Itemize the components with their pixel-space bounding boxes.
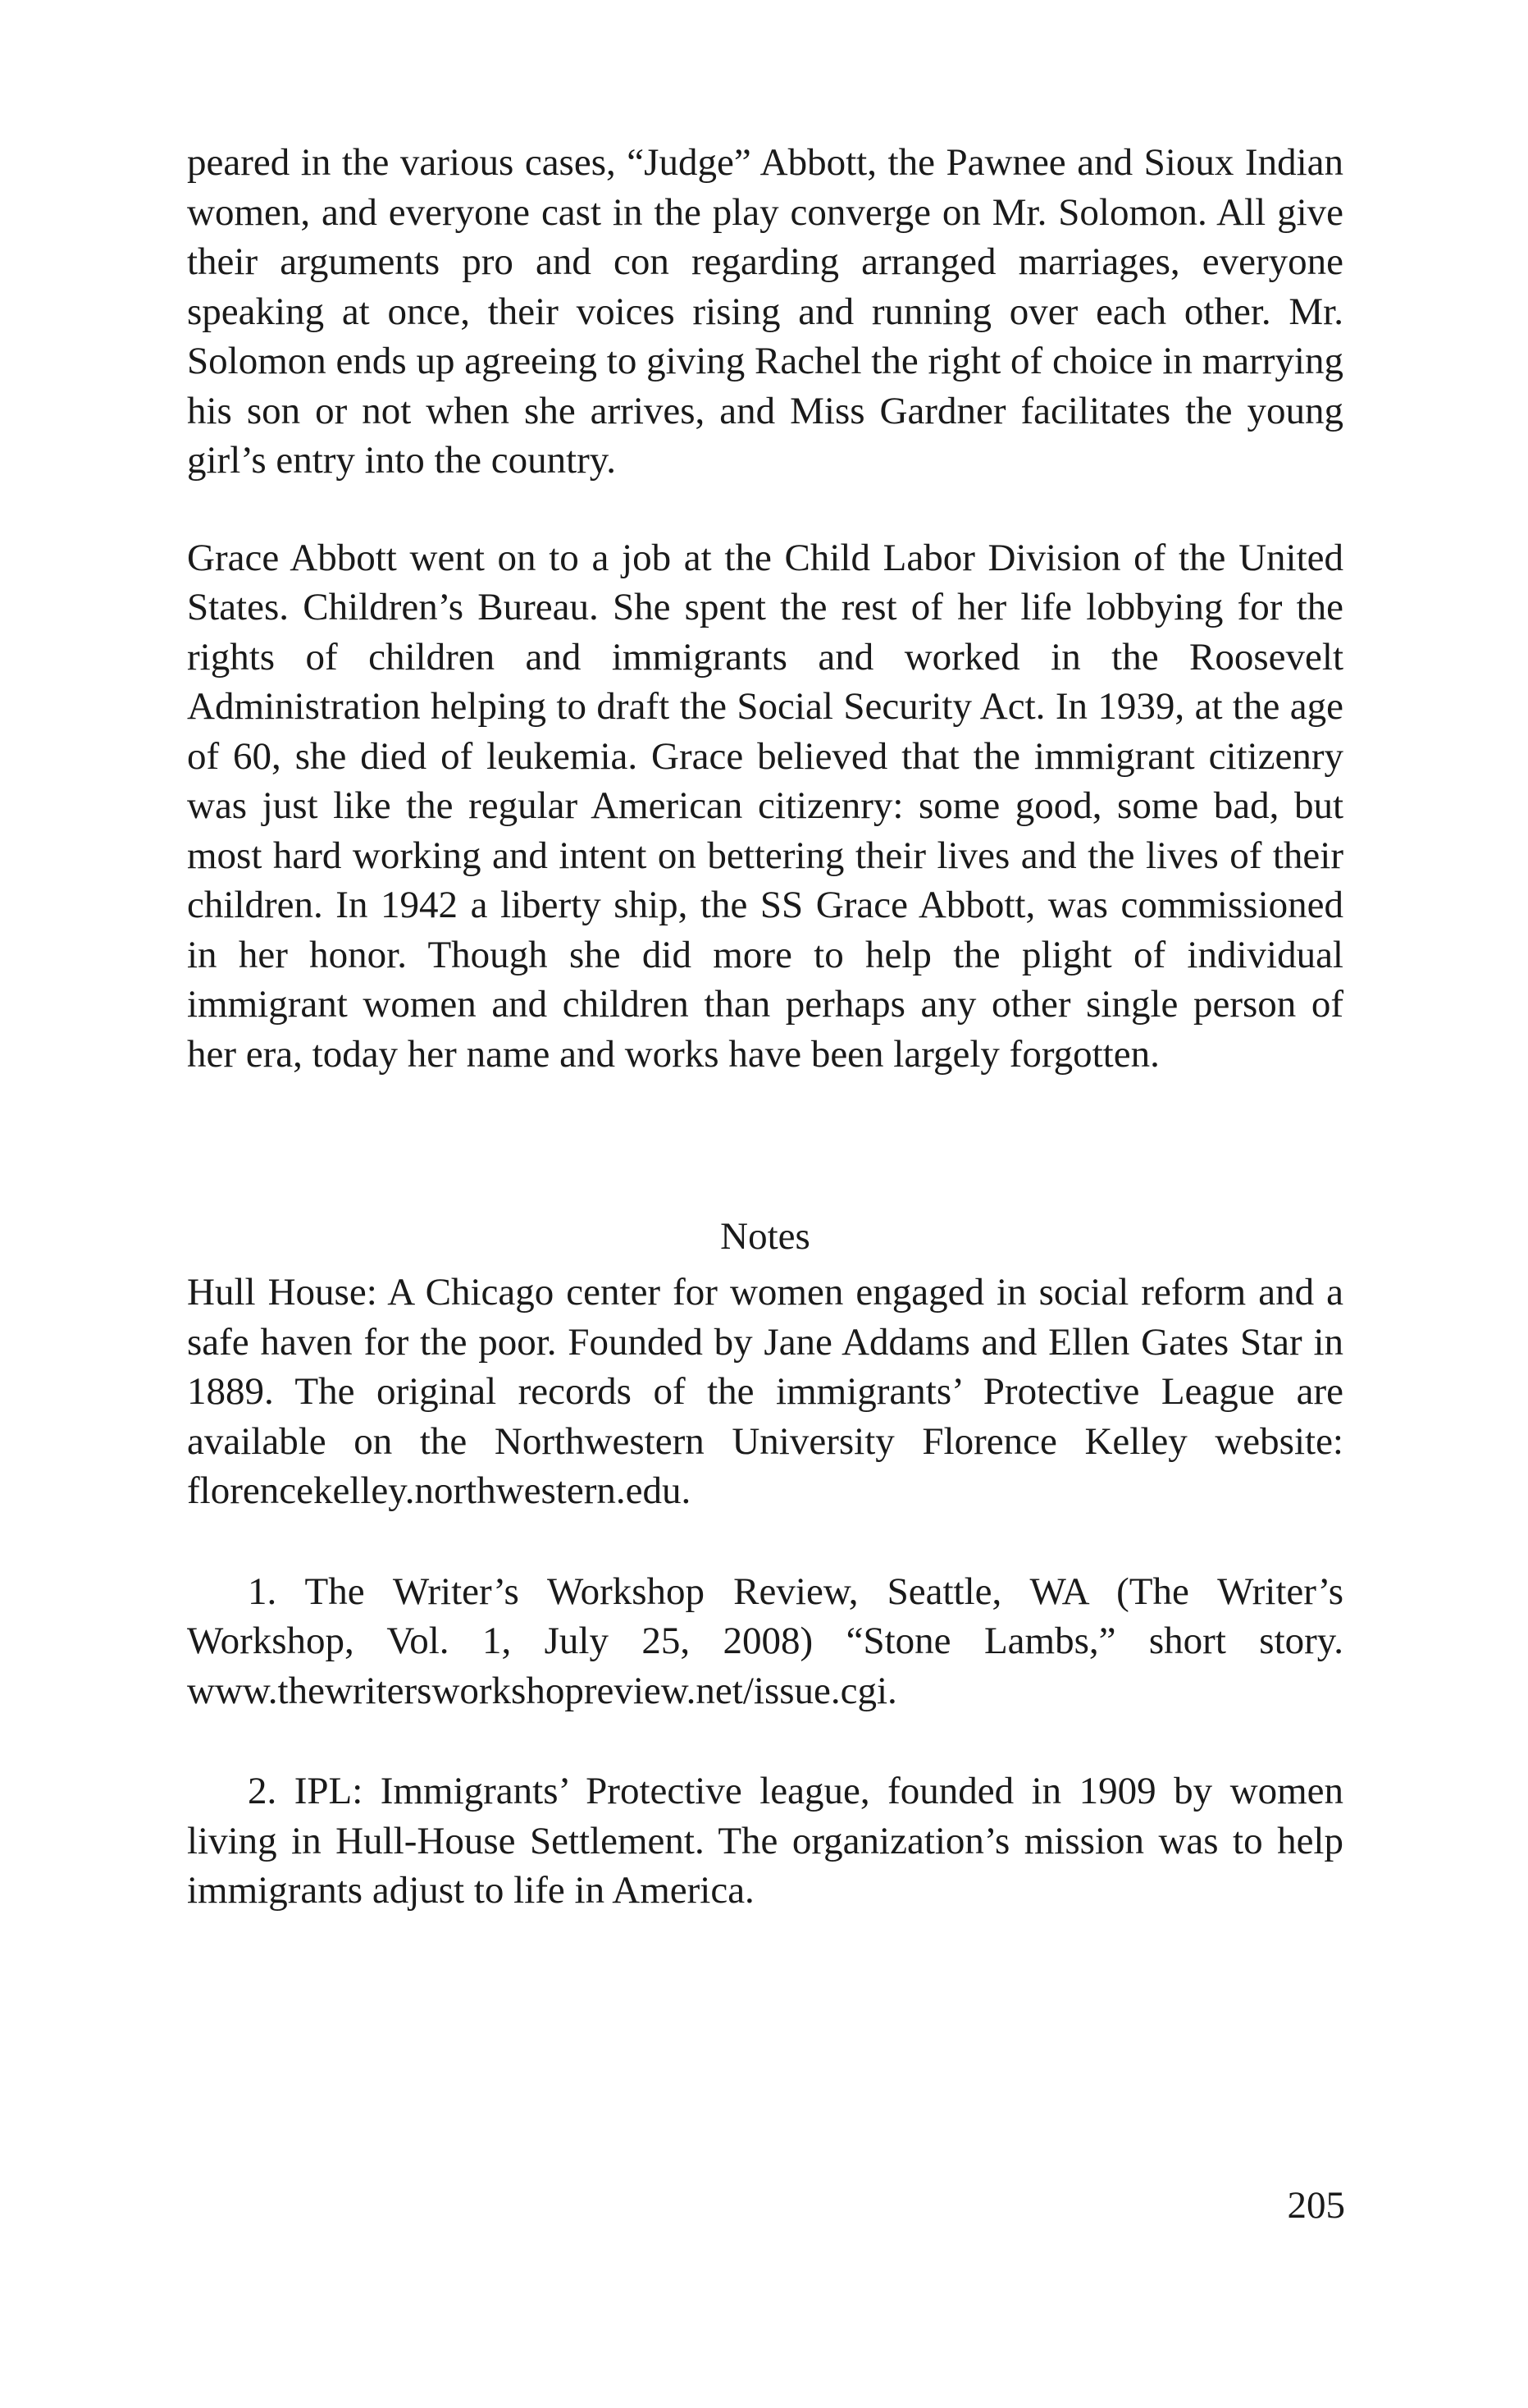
page-number: 205 <box>1287 2184 1345 2227</box>
notes-heading: Notes <box>720 1215 810 1258</box>
body-paragraph-1: peared in the various cases, “Judge” Abbott, the Pawnee and Sioux Indian women, and everyone cast in the play converge on Mr. Solomon. All give their arguments pro and con regarding arranged marriages, everyone speaking at once, their voices rising and running over each other. Mr. Solomon ends up agreeing to giving Rachel the right of choice in marrying his son or not when she arrives, and Miss Gardner facilitates the young girl’s entry into the country. <box>187 141 1343 482</box>
body-paragraph-2: Grace Abbott went on to a job at the Child Labor Division of the United States. Children’s Bureau. She spent the rest of her life lobbying for the rights of children and immigrants and worked in the Roosevelt Administration helping to draft the Social Security Act. In 1939, at the age of 60, she died of leukemia. Grace believed that the immigrant citizenry was just like the regular American citizenry: some good, some bad, but most hard working and intent on bettering their lives and the lives of their children. In 1942 a liberty ship, the SS Grace Abbott, was commissioned in her honor. Though she did more to help the plight of individual immigrant women and children than perhaps any other single person of her era, today her name and works have been largely forgotten. <box>187 536 1343 1076</box>
notes-intro: Hull House: A Chicago center for women engaged in social reform and a safe haven for the poor. Founded by Jane Addams and Ellen Gates Star in 1889. The original records of the immigrants’ Protective League are available on the Northwestern University Florence Kelley website: florencekelley.northwestern.edu. <box>187 1271 1343 1512</box>
page-content <box>187 138 1343 1916</box>
note-item-1: 1. The Writer’s Workshop Review, Seattle, WA (The Writer’s Workshop, Vol. 1, July 25, 2008) “Stone Lambs,” short story. www.thewritersworkshopreview.net/issue.cgi. <box>187 1570 1343 1712</box>
note-item-2: 2. IPL: Immigrants’ Protective league, founded in 1909 by women living in Hull-House Settlement. The organization’s mission was to help immigrants adjust to life in America. <box>187 1770 1343 1912</box>
